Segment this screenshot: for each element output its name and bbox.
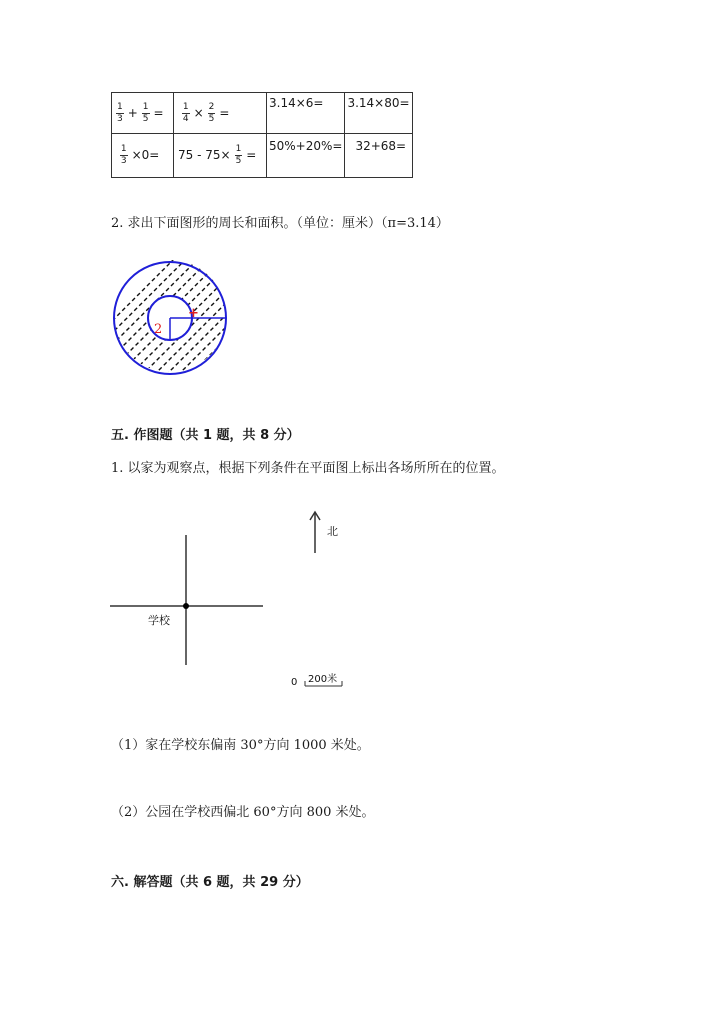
scale-label: 200米 xyxy=(308,674,338,685)
fraction: $\frac{1}{3}$ xyxy=(117,101,123,124)
table-row xyxy=(112,134,413,178)
sub-question: （1）家在学校东偏南 30°方向 1000 米处。 xyxy=(111,738,370,753)
school-label: 学校 xyxy=(148,614,170,627)
table-cell: 50%+20%= xyxy=(267,134,345,178)
table-cell: $\frac{1}{3}$ ×0= xyxy=(112,134,174,178)
section-title: 六. 解答题（共 6 题，共 29 分） xyxy=(111,875,309,890)
table-cell: 3.14×80= xyxy=(345,93,412,134)
question-text: 2. 求出下面图形的周长和面积。（单位：厘米）（π=3.14） xyxy=(111,216,449,231)
outer-radius-label: + xyxy=(188,306,199,321)
school-point xyxy=(183,603,189,609)
table-cell: 75 - 75× $\frac{1}{5}$ = xyxy=(174,134,267,178)
north-label: 北 xyxy=(327,525,338,538)
scale-zero-label: 0 xyxy=(291,677,298,688)
fraction: $\frac{1}{4}$ xyxy=(182,101,189,124)
fraction: $\frac{1}{3}$ xyxy=(120,144,127,166)
fraction: $\frac{2}{5}$ xyxy=(208,101,215,124)
inner-radius-label: 2 xyxy=(154,322,163,337)
section-title: 五. 作图题（共 1 题，共 8 分） xyxy=(111,428,300,443)
table-cell: 3.14×6= xyxy=(267,93,345,134)
calculation-table xyxy=(111,92,413,178)
annulus-figure xyxy=(108,255,233,385)
table-row xyxy=(112,93,413,134)
fraction: $\frac{1}{5}$ xyxy=(235,144,242,166)
table-cell: 32+68= xyxy=(345,134,412,178)
fraction: $\frac{1}{5}$ xyxy=(142,101,149,124)
question-text: 1. 以家为观察点，根据下列条件在平面图上标出各场所所在的位置。 xyxy=(111,461,505,476)
map-diagram xyxy=(105,505,365,690)
sub-question: （2）公园在学校西偏北 60°方向 800 米处。 xyxy=(111,805,375,820)
table-cell: $\frac{1}{4}$ × $\frac{2}{5}$ = xyxy=(174,93,267,134)
table-cell: $\frac{1}{3}$ + $\frac{1}{5}$ = xyxy=(112,93,174,134)
